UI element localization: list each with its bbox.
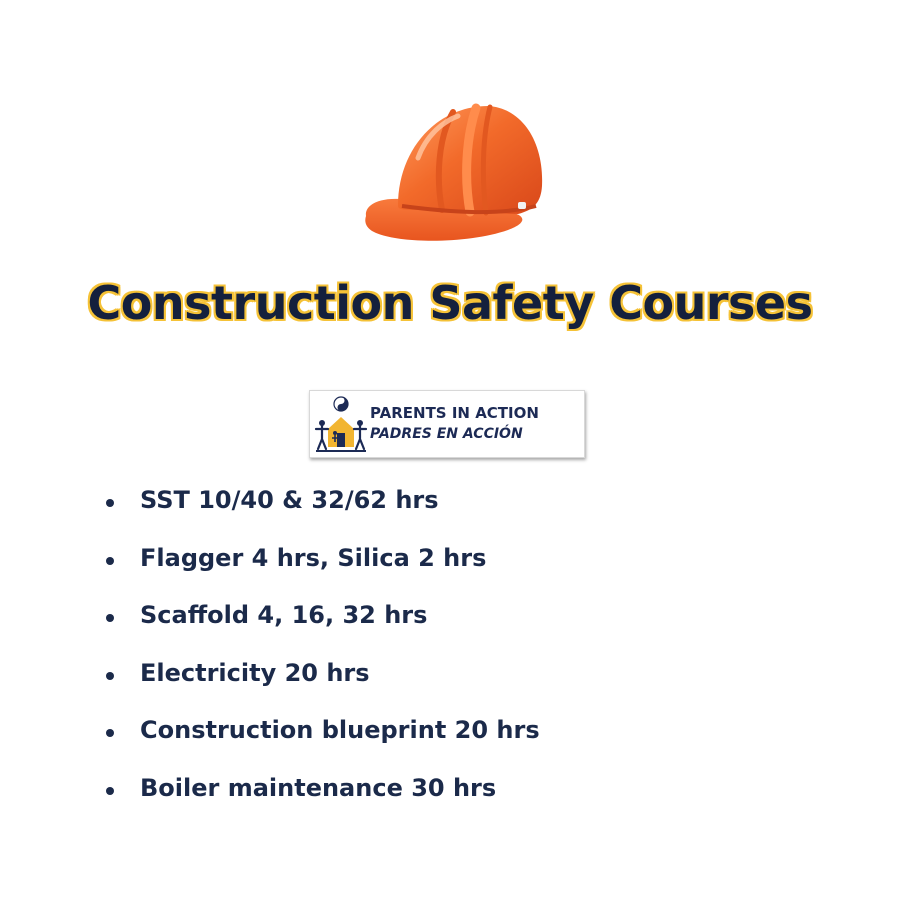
course-label: Scaffold 4, 16, 32 hrs bbox=[140, 601, 428, 629]
course-list bbox=[106, 486, 540, 831]
page-title: Construction Safety Courses bbox=[87, 276, 813, 330]
list-item bbox=[106, 716, 540, 774]
course-label: Boiler maintenance 30 hrs bbox=[140, 773, 497, 802]
logo-text-english: PARENTS IN ACTION bbox=[370, 404, 539, 422]
course-label: Flagger 4 hrs, Silica 2 hrs bbox=[140, 543, 487, 572]
bullet-icon bbox=[106, 672, 114, 680]
bullet-icon bbox=[106, 557, 114, 565]
list-item bbox=[106, 544, 540, 602]
course-label: Electricity 20 hrs bbox=[140, 658, 370, 687]
bullet-icon bbox=[106, 614, 114, 622]
list-item bbox=[106, 774, 540, 832]
course-label: Construction blueprint 20 hrs bbox=[140, 716, 540, 744]
bullet-icon bbox=[106, 499, 114, 507]
family-house-icon bbox=[314, 395, 368, 453]
logo-text-spanish: PADRES EN ACCIÓN bbox=[370, 426, 523, 442]
bullet-icon bbox=[106, 729, 114, 737]
list-item bbox=[106, 486, 540, 544]
bullet-icon bbox=[106, 787, 114, 795]
list-item bbox=[106, 601, 540, 659]
list-item bbox=[106, 659, 540, 717]
parents-in-action-logo bbox=[309, 390, 585, 458]
hard-hat-icon bbox=[358, 98, 548, 248]
course-label: SST 10/40 & 32/62 hrs bbox=[140, 486, 439, 514]
